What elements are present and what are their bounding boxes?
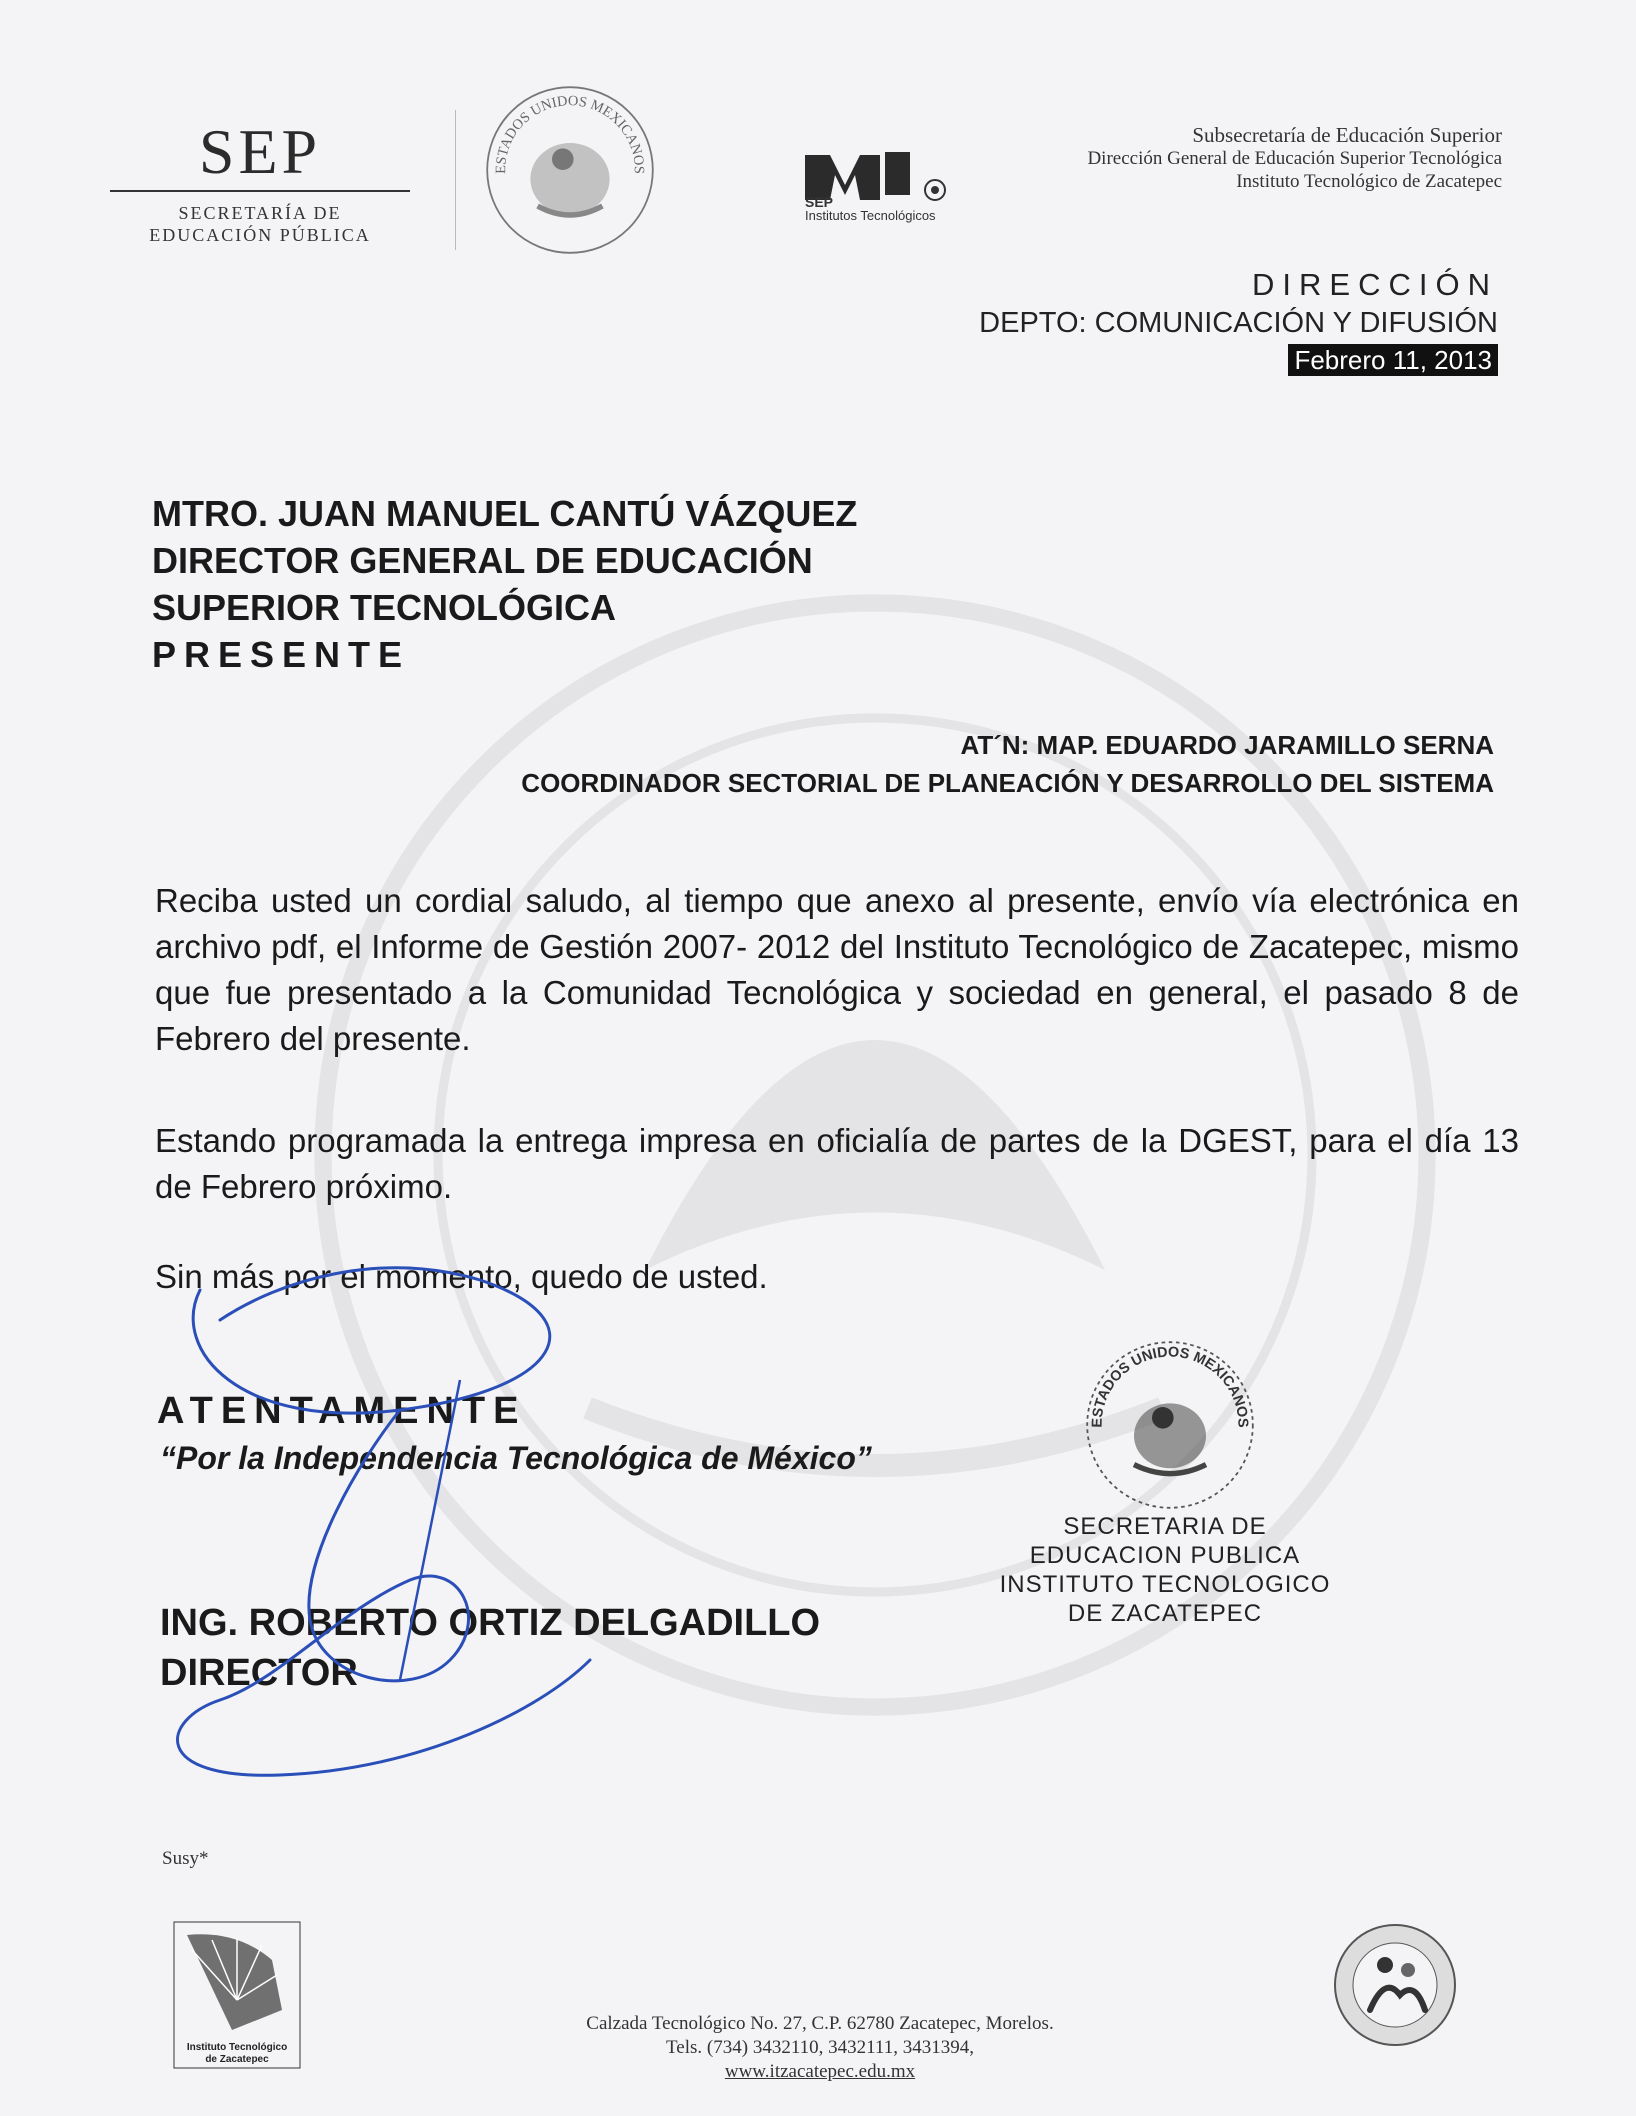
direccion-label: DIRECCIÓN: [1252, 267, 1498, 302]
sep-acronym: SEP: [198, 116, 322, 187]
it-logo-caption: Institutos Tecnológicos: [805, 208, 936, 223]
signatory-block: [160, 1598, 820, 1698]
institutional-motto: “Por la Independencia Tecnológica de México”: [160, 1440, 872, 1476]
mexican-seal-icon: [480, 80, 660, 260]
sep-line1: SECRETARÍA DE: [178, 203, 342, 223]
gender-equity-badge-icon: [1330, 1920, 1460, 2050]
attention-block: [521, 726, 1494, 802]
header-instituto: Instituto Tecnológico de Zacatepec: [1236, 171, 1502, 192]
typist-initials: Susy*: [162, 1848, 209, 1869]
addressee-name: MTRO. JUAN MANUEL CANTÚ VÁZQUEZ: [152, 493, 858, 534]
stamp-line1: SECRETARIA DE: [1063, 1513, 1267, 1540]
depto-label: DEPTO: COMUNICACIÓN Y DIFUSIÓN: [979, 307, 1498, 339]
signatory-name: ING. ROBERTO ORTIZ DELGADILLO: [160, 1602, 821, 1644]
footer-phones: Tels. (734) 3432110, 3432111, 3431394,: [666, 2037, 974, 2058]
stamp-line2: EDUCACION PUBLICA: [1029, 1542, 1301, 1569]
addressee-title-line1: DIRECTOR GENERAL DE EDUCACIÓN: [152, 540, 813, 581]
atentamente-label: ATENTAMENTE: [157, 1390, 527, 1432]
letter-date: Febrero 11, 2013: [1288, 344, 1498, 376]
sep-rule: [110, 190, 410, 192]
seal-top-text: ESTADOS UNIDOS MEXICANOS: [493, 93, 647, 174]
sep-logo: [110, 116, 410, 246]
itz-logo-line2: de Zacatepec: [205, 2054, 269, 2065]
institutos-tecnologicos-logo-icon: [800, 140, 980, 240]
header-direccion-general: Dirección General de Educación Superior Tecnológica: [1087, 148, 1502, 169]
signatory-title: DIRECTOR: [160, 1652, 358, 1694]
footer-address: Calzada Tecnológico No. 27, C.P. 62780 Zacatepec, Morelos.: [586, 2013, 1054, 2034]
body-paragraph-2: Estando programada la entrega impresa en oficialía de partes de la DGEST, para el día 13 de Febrero próximo.: [155, 1122, 1519, 1205]
footer-website-link[interactable]: www.itzacatepec.edu.mx: [724, 2061, 916, 2082]
header-subsecretaria: Subsecretaría de Educación Superior: [1192, 123, 1502, 147]
stamp-text-block: [990, 1512, 1340, 1628]
presente-label: PRESENTE: [152, 634, 411, 675]
stamp-seal-text: ESTADOS UNIDOS MEXICANOS: [1089, 1344, 1251, 1428]
addressee-block: [152, 490, 857, 678]
header-institution-block: [1087, 124, 1502, 193]
it-logo-sep: SEP: [805, 194, 834, 210]
attention-title: COORDINADOR SECTORIAL DE PLANEACIÓN Y DESARROLLO DEL SISTEMA: [521, 768, 1494, 798]
body-paragraph-1: Reciba usted un cordial saludo, al tiempo que anexo al presente, envío vía electrónica en archivo pdf, el Informe de Gestión 2007- 2012 del Instituto Tecnológico de Zacatepec, mismo que fue presentado a la Comunidad Tecnológica y sociedad en general, el pasado 8 de Febrero del presente.: [155, 882, 1519, 1057]
department-block: [979, 266, 1498, 376]
stamp-line4: DE ZACATEPEC: [1067, 1600, 1263, 1627]
header-divider: [455, 110, 456, 250]
addressee-title-line2: SUPERIOR TECNOLÓGICA: [152, 587, 617, 628]
attention-name: AT´N: MAP. EDUARDO JARAMILLO SERNA: [960, 730, 1494, 760]
stamp-line3: INSTITUTO TECNOLOGICO: [999, 1571, 1331, 1598]
sep-line2: EDUCACIÓN PÚBLICA: [149, 225, 371, 245]
footer-contact-block: [440, 2012, 1200, 2084]
itz-logo-line1: Instituto Tecnológico: [186, 2042, 288, 2053]
body-paragraph-3: Sin más por el momento, quedo de usted.: [155, 1258, 768, 1295]
itz-logo-icon: [172, 1920, 302, 2070]
stamp-seal-icon: [1080, 1335, 1260, 1515]
